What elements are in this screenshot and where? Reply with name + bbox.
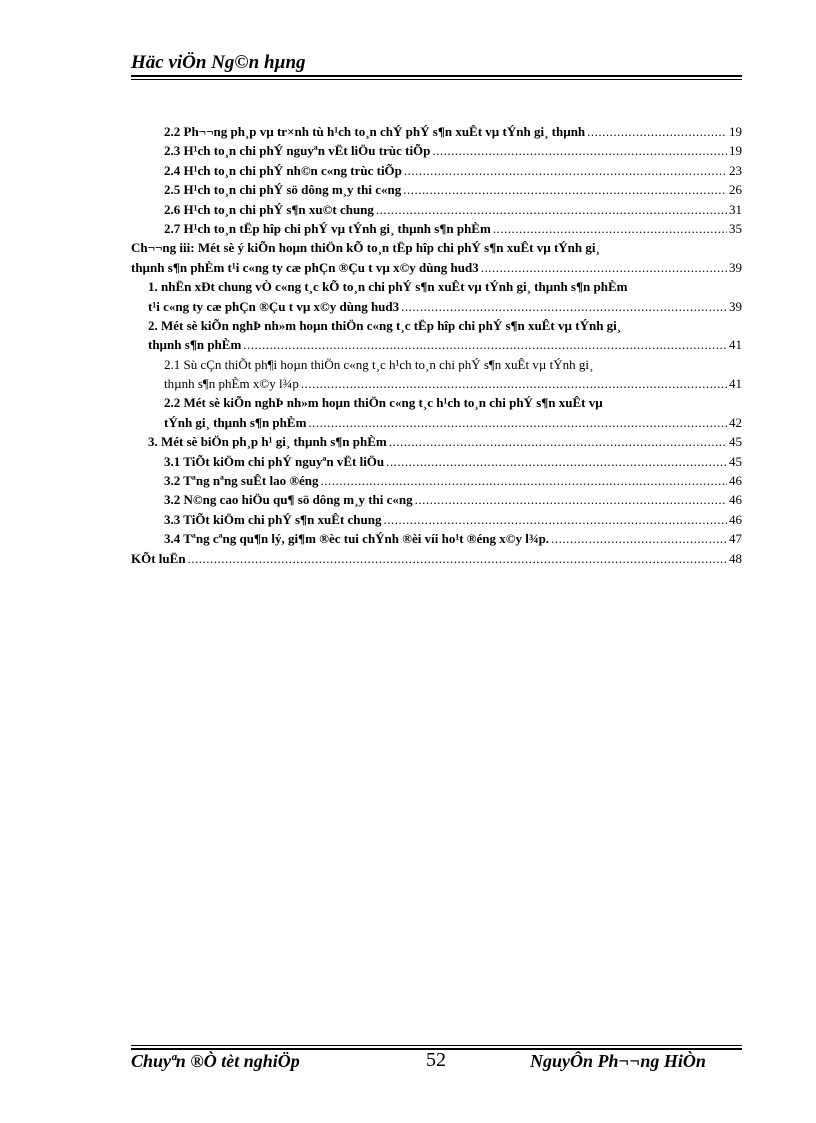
- toc-entry-page: 46: [729, 473, 742, 489]
- toc-entry-title: thµnh s¶n phÈm: [148, 337, 242, 353]
- toc-entry[interactable]: [131, 529, 742, 548]
- toc-entry-line2[interactable]: [131, 335, 742, 354]
- header-divider: [131, 75, 742, 80]
- toc-entry-chapter-3-line2[interactable]: [131, 258, 742, 277]
- toc-entry-title: thµnh s¶n phÈm x©y l¾p: [164, 376, 299, 392]
- toc-entry-title: 2.5 H¹ch to¸n chi phÝ sö dông m¸y thi c«ng: [164, 182, 402, 198]
- toc-entry-page: 26: [729, 182, 742, 198]
- toc-entry-title: 3.4 Tªng cªng qu¶n lý, gi¶m ®èc tui chÝnh ®èi víi ho¹t ®éng x©y l¾p.: [164, 531, 550, 547]
- toc-entry-page: 45: [729, 434, 742, 450]
- toc-entry-page: 39: [729, 259, 742, 275]
- toc-entry-page: 19: [729, 143, 742, 159]
- toc-entry-page: 31: [729, 201, 742, 217]
- page-number: 52: [426, 1049, 446, 1071]
- toc-entry-page: 47: [729, 531, 742, 547]
- toc-entry-chapter-3-line1[interactable]: Ch¬¬ng iii: Mét sè ý kiÕn hoµn thiÖn kÕ to¸n tËp hîp chi phÝ s¶n xuÊt vµ tÝnh gi¸: [131, 240, 600, 256]
- toc-entry[interactable]: [131, 200, 742, 219]
- toc-entry-page: 46: [729, 492, 742, 508]
- toc-entry-page: 48: [729, 550, 742, 566]
- toc-entry[interactable]: [131, 180, 742, 199]
- toc-entry-title: thµnh s¶n phÈm t¹i c«ng ty cæ phÇn ®Çu t vµ x©y dùng hud3: [131, 259, 479, 275]
- toc-entry-title: 3.3 TiÕt kiÖm chi phÝ s¶n xuÊt chung: [164, 511, 382, 527]
- toc-entry[interactable]: [131, 452, 742, 471]
- table-of-contents: [131, 122, 742, 568]
- toc-entry-line1[interactable]: 2.1 Sù cÇn thiÕt ph¶i hoµn thiÖn c«ng t¸c h¹ch to¸n chi phÝ s¶n xuÊt vµ tÝnh gi¸: [164, 356, 594, 372]
- toc-entry-page: 23: [729, 162, 742, 178]
- toc-entry-title: tÝnh gi¸ thµnh s¶n phÈm: [164, 414, 307, 430]
- toc-entry-title: 3.2 N©ng cao hiÖu qu¶ sö dông m¸y thi c«ng: [164, 492, 413, 508]
- toc-entry-title: 3. Mét sè biÖn ph¸p h¹ gi¸ thµnh s¶n phÈm: [148, 434, 387, 450]
- toc-entry-line1[interactable]: 2.2 Mét sè kiÕn nghÞ nh»m hoµn thiÖn c«ng t¸c h¹ch to¸n chi phÝ s¶n xuÊt vµ: [164, 395, 603, 411]
- toc-entry-title: 2.6 H¹ch to¸n chi phÝ s¶n xu©t chung: [164, 201, 374, 217]
- toc-entry[interactable]: [131, 161, 742, 180]
- toc-entry-page: 39: [729, 298, 742, 314]
- toc-entry-title: 2.3 H¹ch to¸n chi phÝ nguyªn vËt liÖu trùc tiÕp: [164, 143, 431, 159]
- toc-entry-title: 2.4 H¹ch to¸n chi phÝ nh©n c«ng trùc tiÕp: [164, 162, 402, 178]
- toc-entry-line2[interactable]: [131, 297, 742, 316]
- toc-entry-line1[interactable]: 2. Mét sè kiÕn nghÞ nh»m hoµn thiÖn c«ng t¸c tËp hîp chi phÝ s¶n xuÊt vµ tÝnh gi¸: [148, 317, 622, 333]
- toc-entry[interactable]: [131, 122, 742, 141]
- toc-entry[interactable]: [131, 490, 742, 509]
- toc-entry-line2[interactable]: [131, 413, 742, 432]
- toc-entry-page: 46: [729, 511, 742, 527]
- toc-entry[interactable]: [131, 219, 742, 238]
- toc-entry-title: 2.2 Ph¬¬ng ph¸p vµ tr×nh tù h¹ch to¸n chÝ phÝ s¶n xuÊt vµ tÝnh gi¸ thµnh: [164, 124, 586, 139]
- toc-entry-title: t¹i c«ng ty cæ phÇn ®Çu t vµ x©y dùng hud3: [148, 298, 400, 314]
- toc-entry-title: 2.7 H¹ch to¸n tËp hîp chi phÝ vµ tÝnh gi¸ thµnh s¶n phÈm: [164, 220, 491, 236]
- toc-entry[interactable]: [131, 141, 742, 160]
- toc-entry-line2[interactable]: [131, 374, 742, 393]
- toc-entry-page: 42: [729, 414, 742, 430]
- toc-entry-title: 3.2 Tªng nªng suÊt lao ®éng: [164, 473, 319, 489]
- toc-entry-page: 45: [729, 453, 742, 469]
- footer-document-type: Chuyªn ®Ò tèt nghiÖp: [131, 1051, 300, 1071]
- toc-entry[interactable]: [131, 432, 742, 451]
- footer-author: NguyÔn Ph¬¬ng HiÒn: [530, 1051, 706, 1071]
- toc-entry-line1[interactable]: 1. nhËn xÐt chung vÒ c«ng t¸c kÕ to¸n chi phÝ s¶n xuÊt vµ tÝnh gi¸ thµnh s¶n phÈm: [148, 279, 628, 295]
- toc-entry-page: 19: [729, 124, 742, 139]
- toc-entry-page: 41: [729, 337, 742, 353]
- toc-entry-page: 41: [729, 376, 742, 392]
- toc-entry[interactable]: [131, 510, 742, 529]
- toc-entry-page: 35: [729, 220, 742, 236]
- toc-entry-title: 3.1 TiÕt kiÖm chi phÝ nguyªn vËt liÖu: [164, 453, 385, 469]
- toc-entry-conclusion[interactable]: [131, 549, 742, 568]
- header-title: Häc viÖn Ng©n hµng: [131, 52, 306, 73]
- toc-entry-title: KÕt luËn: [131, 550, 186, 566]
- toc-entry[interactable]: [131, 471, 742, 490]
